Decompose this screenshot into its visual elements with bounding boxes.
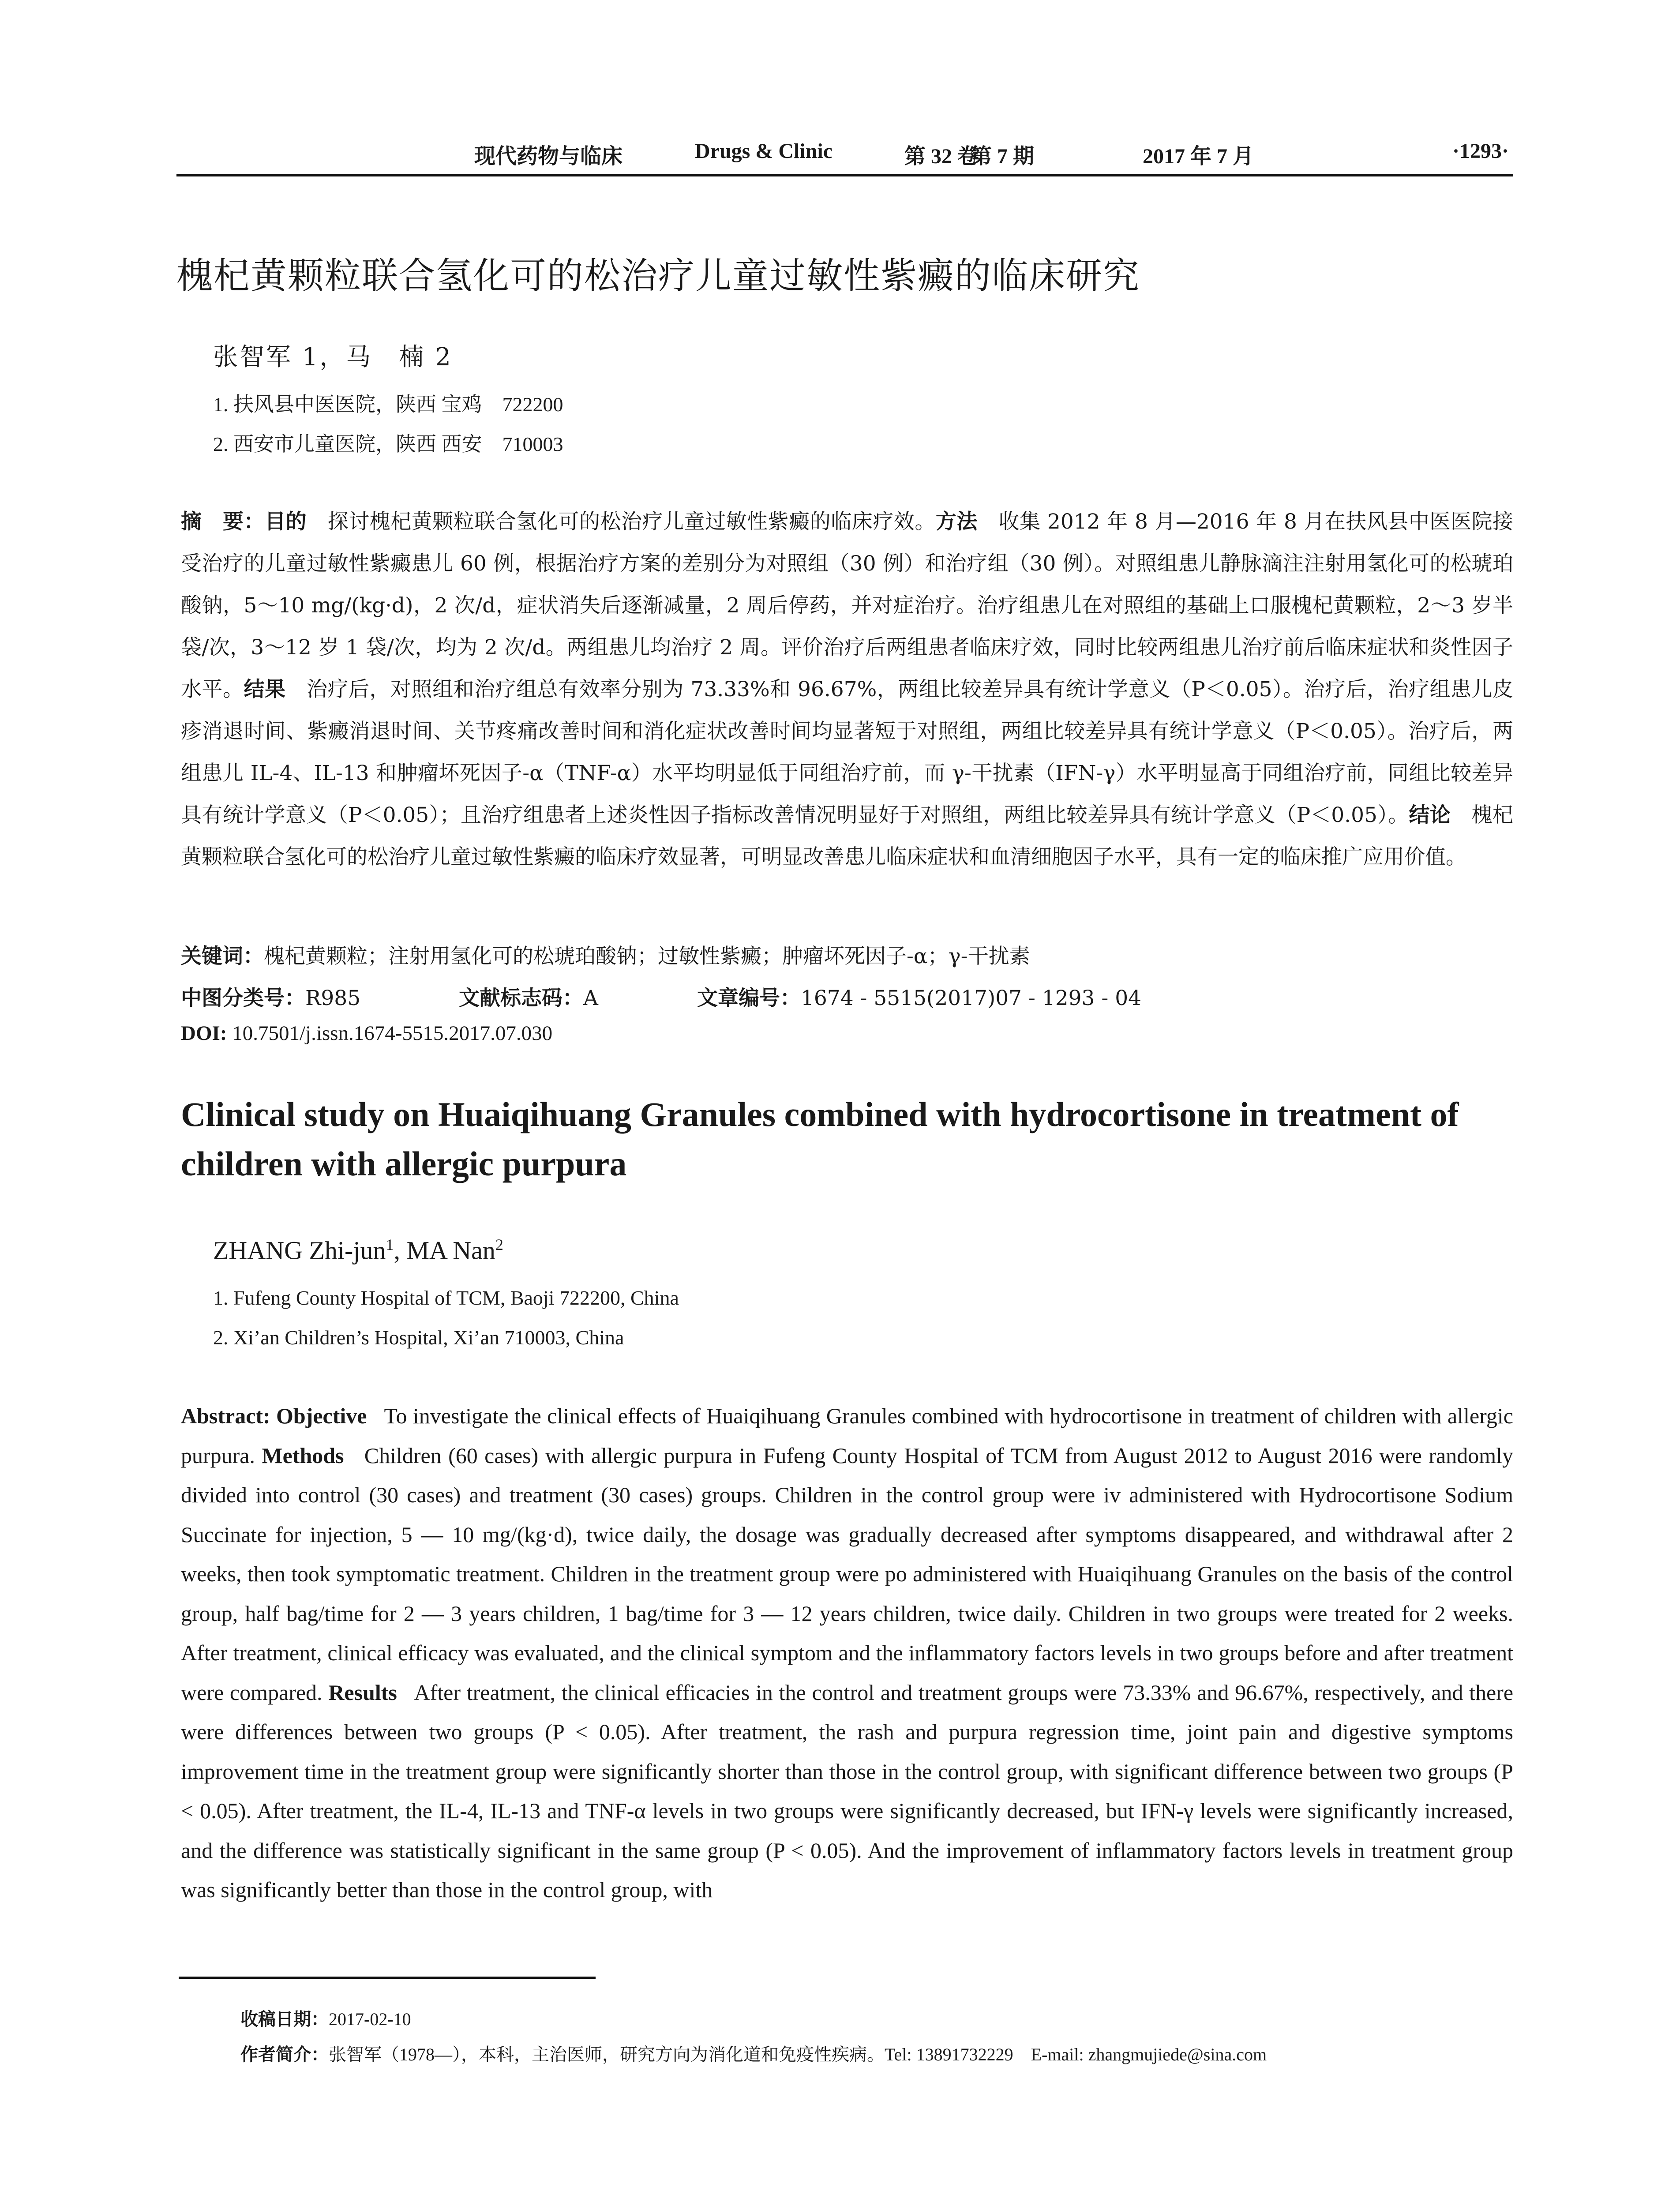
objective-cn-label: 目的	[265, 510, 307, 534]
article-value: 1674 - 5515(2017)07 - 1293 - 04	[801, 986, 1142, 1010]
clc-value: R985	[305, 986, 361, 1010]
journal-name-cn: 现代药物与临床	[474, 145, 623, 168]
authors-cn: 张智军 1，马 楠 2	[213, 343, 453, 371]
title-cn: 槐杞黄颗粒联合氢化可的松治疗儿童过敏性紫癜的临床研究	[176, 255, 1140, 297]
running-header	[176, 139, 1513, 176]
methods-en-text: Children (60 cases) with allergic purpura in Fufeng County Hospital of TCM from August 2012 to August 2016 were randomly divided into control (30 cases) and treatment (30 cases) groups. Children in the control group were iv administered with Hydrocortisone Sodium Succinate for injection, 5 — 10 mg/(kg·d), twice daily, the dosage was gradually decreased after symptoms disappeared, and withdrawal after 2 weeks, then took symptomatic treatment. Children in the treatment group were po administered with Huaiqihuang Granules on the basis of the control group, half bag/time for 2 — 3 years children, 1 bag/time for 3 — 12 years children, twice daily. Children in two groups were treated for 2 weeks. After treatment, clinical efficacy was evaluated, and the clinical symptom and the inflammatory factors levels in two groups before and after treatment were compared.	[181, 1443, 1514, 1705]
abstract-en-label: Abstract:	[181, 1403, 277, 1428]
doi-value[interactable]: 10.7501/j.issn.1674-5515.2017.07.030	[232, 1022, 553, 1045]
affiliation-cn-2: 2. 西安市儿童医院，陕西 西安 710003	[213, 433, 563, 455]
keywords-cn-label: 关键词：	[181, 944, 264, 968]
author-en-1: ZHANG Zhi-jun	[213, 1236, 386, 1265]
objective-en-label: Objective	[276, 1403, 367, 1428]
abstract-cn	[181, 501, 1513, 878]
affiliation-en-2: 2. Xi’an Children’s Hospital, Xi’an 710003, China	[213, 1326, 624, 1349]
objective-en-text: To investigate the clinical effects of Huaiqihuang Granules combined with hydrocortisone in treatment of children with allergic purpura.	[181, 1403, 1513, 1468]
affiliation-en-1: 1. Fufeng County Hospital of TCM, Baoji 722200, China	[213, 1287, 679, 1309]
title-en: Clinical study on Huaiqihuang Granules combined with hydrocortisone in treatment of children with allergic purpura	[181, 1095, 1459, 1183]
author-bio	[240, 2041, 1267, 2066]
results-en-text: After treatment, the clinical efficacies in the control and treatment groups were 73.33% and 96.67%, respectively, and there were differences between two groups (P < 0.05). After treatment, the rash and purpura regression time, joint pain and digestive symptoms improvement time in the treatment group were significantly shorter than those in the control group, with significant difference between two groups (P < 0.05). After treatment, the IL-4, IL-13 and TNF-α levels in two groups were significantly decreased, but IFN-γ levels were significantly increased, and the difference was statistically significant in the same group (P < 0.05). And the improvement of inflammatory factors levels in treatment group was significantly better than those in the control group, with	[181, 1680, 1514, 1902]
abstract-cn-label: 摘 要：	[181, 510, 265, 534]
author-en-1-affil: 1	[386, 1236, 394, 1253]
conclusion-cn-label: 结论	[1409, 803, 1451, 827]
footnote-rule	[179, 1977, 596, 1979]
issue-date: 2017 年 7 月	[1143, 145, 1254, 168]
volume: 第 32 卷	[904, 145, 979, 168]
bio-text: 张智军（1978—），本科，主治医师，研究方向为消化道和免疫性疾病。Tel: 13891732229 E-mail: zhangmujiede@sina.com	[329, 2045, 1267, 2064]
results-cn-text: 治疗后，对照组和治疗组总有效率分别为 73.33%和 96.67%，两组比较差异具有统计学意义（P＜0.05）。治疗后，治疗组患儿皮疹消退时间、紫癜消退时间、关节疼痛改善时间和消化症状改善时间均显著短于对照组，两组比较差异具有统计学意义（P＜0.05）。治疗后，两组患儿 IL-4、IL-13 和肿瘤坏死因子-α（TNF-α）水平均明显低于同组治疗前，而 γ-干扰素（IFN-γ）水平明显高于同组治疗前，同组比较差异具有统计学意义（P＜0.05）；且治疗组患者上述炎性因子指标改善情况明显好于对照组，两组比较差异具有统计学意义（P＜0.05）。	[181, 677, 1514, 827]
received-value: 2017-02-10	[329, 2009, 411, 2029]
clc-number	[181, 982, 360, 1011]
results-cn-label: 结果	[244, 677, 286, 702]
methods-cn-label: 方法	[935, 510, 978, 534]
received-date	[240, 2005, 411, 2030]
methods-en-label: Methods	[262, 1443, 344, 1468]
journal-name-en: Drugs & Clinic	[695, 139, 832, 163]
author-en-2-affil: 2	[495, 1236, 503, 1253]
document-code	[459, 982, 598, 1011]
author-sep: ,	[394, 1236, 407, 1265]
author-en-2: MA Nan	[406, 1236, 495, 1265]
keywords-cn	[181, 940, 1030, 969]
article-number	[697, 982, 1141, 1011]
page-number: ·1293·	[1452, 139, 1509, 163]
received-label: 收稿日期：	[240, 2009, 329, 2030]
affiliation-cn-1: 1. 扶风县中医医院，陕西 宝鸡 722200	[213, 393, 563, 416]
doi-line	[181, 1021, 552, 1045]
authors-en	[213, 1235, 503, 1265]
objective-cn-text: 探讨槐杞黄颗粒联合氢化可的松治疗儿童过敏性紫癜的临床疗效。	[327, 510, 936, 534]
doc-label: 文献标志码：	[459, 986, 583, 1010]
results-en-label: Results	[328, 1680, 397, 1705]
doc-value: A	[583, 986, 598, 1010]
conclusion-cn-text: 槐杞黄颗粒联合氢化可的松治疗儿童过敏性紫癜的临床疗效显著，可明显改善患儿临床症状和血清细胞因子水平，具有一定的临床推广应用价值。	[181, 803, 1514, 869]
abstract-en	[181, 1396, 1513, 1910]
keywords-cn-text: 槐杞黄颗粒；注射用氢化可的松琥珀酸钠；过敏性紫癜；肿瘤坏死因子-α；γ-干扰素	[264, 944, 1030, 968]
methods-cn-text: 收集 2012 年 8 月—2016 年 8 月在扶风县中医医院接受治疗的儿童过敏性紫癜患儿 60 例，根据治疗方案的差别分为对照组（30 例）和治疗组（30 例）。对照组患儿静脉滴注注射用氢化可的松琥珀酸钠，5～10 mg/(kg·d)，2 次/d，症状消失后逐渐减量，2 周后停药，并对症治疗。治疗组患儿在对照组的基础上口服槐杞黄颗粒，2～3 岁半袋/次，3～12 岁 1 袋/次，均为 2 次/d。两组患儿均治疗 2 周。评价治疗后两组患者临床疗效，同时比较两组患儿治疗前后临床症状和炎性因子水平。	[181, 510, 1514, 702]
article-label: 文章编号：	[697, 986, 801, 1010]
issue: 第 7 期	[971, 145, 1035, 168]
doi-label: DOI:	[181, 1022, 227, 1045]
bio-label: 作者简介：	[240, 2045, 329, 2065]
clc-label: 中图分类号：	[181, 986, 305, 1010]
